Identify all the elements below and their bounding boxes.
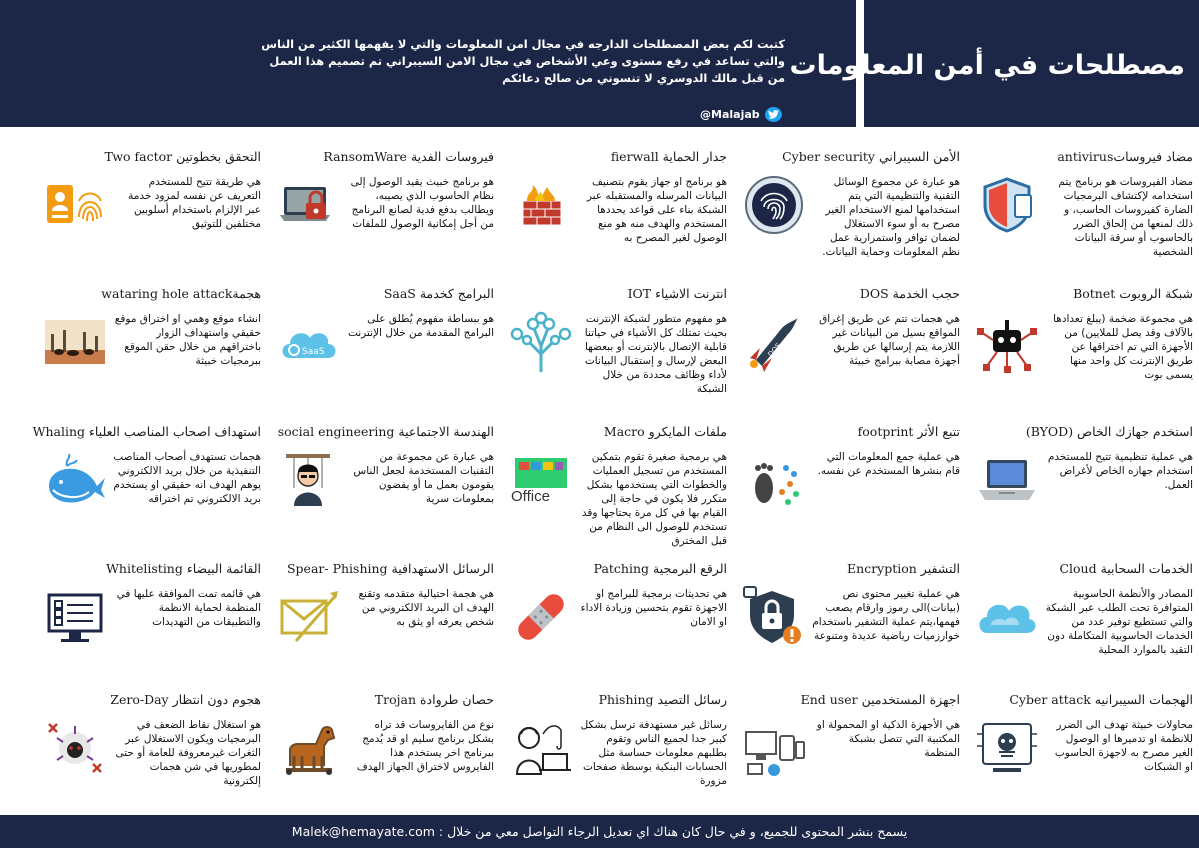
term-title: الرسائل الاستهدافية Spear- Phishing: [286, 561, 494, 576]
term-description: هو برنامج او جهاز يقوم بتصنيف البيانات المرسله والمستقبله عبر الشبكة بناء على قواعد يحددها المستخدم والهدف منه هو منع الوصول لغير المصرح به: [586, 176, 727, 244]
term-description: هو عبارة عن مجموع الوسائل التقنية والتنظيمية التي يتم استخدامها لمنع الاستخدام الغير مصرح به أو سوء الاستغلال لضمان توافر واستمرارية عمل نظم المعلومات وحماية البيانات.: [822, 176, 960, 258]
term-description: هي عملية تغيير محتوى نص (بيانات)الى رموز وارقام يصعب فهمها،يتم عملية التشفير باستخدام خوارزميات رياضية عديدة ومتنوعة: [812, 588, 960, 642]
intro-line: والتي تساعد في رفع مستوى وعي الأشخاص في مجال الامن السيبراني تم تصميم هذا العمل: [269, 54, 785, 68]
term-card: [35, 270, 267, 400]
term-card: [35, 133, 267, 263]
term-description: هي هجمة احتيالية متقدمه وتقنع الهدف ان البريد الالكتروني من شخص يعرفه او يثق به: [358, 588, 494, 628]
term-description: هي عبارة عن مجموعة من التقنيات المستخدمة لجعل الناس يقومون بعمل ما أو يفضون بمعلومات سرية: [353, 451, 494, 505]
whitelist-icon: [43, 585, 107, 649]
puppet-icon: [276, 448, 340, 512]
term-title: رسائل التصيد Phishing: [598, 692, 727, 707]
term-description: نوع من الفايروسات قد تراه بشكل برنامج سليم او قد يُدمج ببرنامج اخر يستخدم هذا الفايروس لاختراق الجهاز الهدف: [356, 719, 494, 773]
term-title: هجمةwataring hole attack: [101, 286, 261, 301]
term-card: [967, 133, 1199, 263]
spear-phishing-icon: [276, 585, 340, 649]
bandage-icon: [509, 585, 573, 649]
term-card: [501, 133, 733, 263]
term-description: هي عملية تنظيمية تتيح للمستخدم استخدام جهازه الخاص لأغراض العمل.: [1047, 451, 1193, 491]
term-card: [967, 270, 1199, 400]
term-card: [501, 545, 733, 675]
term-description: هو برنامج خبيث يقيد الوصول إلى نظام الحاسوب الذي يصيبه، ويطالب بدفع فدية لصانع البرنامج من أجل إمكانية الوصول للملفات: [350, 176, 494, 230]
term-description: هو استغلال نقاط الضعف في البرمجيات ويكون الاستغلال عبر الثغرات غيرمعروفة للعامة أو حتى لمطوريها في شن هجمات إلكترونية: [115, 719, 261, 787]
footer-contact-text: يسمح بنشر المحتوى للجميع، و في حال كان هناك اي تعديل الرجاء التواصل معي من خلال : Malek@hemayate.com: [291, 824, 908, 839]
term-card: [734, 133, 966, 263]
term-description: رسائل غير مستهدفة ترسل بشكل كبير جدا لجميع الناس وتقوم بطلبهم معلومات حساسة مثل الحسابات البنكية بوسطة صفحات مزورة: [580, 719, 727, 787]
zero-day-icon: [43, 716, 107, 780]
term-card: [734, 270, 966, 400]
term-description: هي مجموعة ضخمة (يبلغ تعدادها بالآلاف وقد يصل للملايين) من الأجهزة التي تم اختراقها عن طريق الإنترنت كل واحد منها يسمى بوت: [1053, 313, 1193, 381]
intro-text: [261, 36, 785, 87]
trojan-horse-icon: [276, 716, 340, 780]
term-title: التحقق بخطوتين Two factor: [104, 149, 261, 164]
twitter-handle[interactable]: [700, 107, 782, 122]
watering-hole-icon: [43, 310, 107, 374]
term-card: [268, 676, 500, 806]
term-title: اجهزة المستخدمين End user: [800, 692, 960, 707]
term-card: [501, 270, 733, 400]
svg-text:SaaS: SaaS: [302, 347, 325, 357]
term-title: شبكة الروبوت Botnet: [1073, 286, 1193, 301]
term-card: [501, 676, 733, 806]
two-factor-icon: [43, 173, 107, 237]
term-title: انترنت الاشياء IOT: [627, 286, 727, 301]
term-title: استخدم جهازك الخاص (BYOD): [1025, 424, 1193, 439]
footprint-icon: [742, 448, 806, 512]
term-title: الأمن السيبراني Cyber security: [782, 149, 960, 164]
footer-bar: [0, 815, 1199, 848]
term-description: هو ببساطة مفهوم يُطلق على البرامج المقدمة من خلال الإنترنت: [347, 313, 494, 339]
laptop-icon: [975, 448, 1039, 512]
term-description: هي الأجهزة الذكية او المحمولة او المكتبية التي تتصل بشبكة المنظمة: [816, 719, 960, 759]
term-description: المصادر والأنظمة الحاسوبية المتوافرة تحت الطلب عبر الشبكة والتي تستطيع توفير عدد من الخدمات الحاسوبية المتكاملة دون التقيد بالموارد المحلية: [1045, 588, 1193, 656]
term-title: هجوم دون انتظار Zero-Day: [110, 692, 261, 707]
whale-icon: [43, 448, 107, 512]
firewall-icon: [509, 173, 573, 237]
term-description: انشاء موقع وهمي او اختراق موقع حقيقي واستهداف الزوار باختراقهم من خلال حقن الموقع ببرمجيات خبيثة: [114, 313, 261, 367]
term-description: هي تحديثات برمجية للبرامج او الاجهزة تقوم بتحسين وزيادة الاداء او الامان: [580, 588, 727, 628]
svg-text:DOS: DOS: [766, 341, 783, 359]
term-description: مضاد الفيروسات هو برنامج يتم استخدامه لإكتشاف البرمجيات الضارة كفيروسات الحاسب، و ذلك لمنعها من إلحاق الضرر بالحاسوب أو سرقة البيانات الشخصية: [1058, 176, 1193, 258]
term-card: [501, 408, 733, 547]
term-title: الهجمات السيبرانيه Cyber attack: [1009, 692, 1193, 707]
twitter-bird-icon: [765, 107, 782, 122]
term-card: [967, 408, 1199, 538]
term-card: [734, 676, 966, 806]
term-description: هي قائمه تمت الموافقة عليها في المنظمة لحماية الانظمة والتطبيقات من التهديدات: [116, 588, 261, 628]
term-title: الرقع البرمجية Patching: [593, 561, 727, 576]
term-title: جدار الحماية fierwall: [610, 149, 727, 164]
term-title: فيروسات الفدية RansomWare: [323, 149, 494, 164]
page-title: مصطلحات في أمن المعلومات: [789, 50, 1185, 81]
intro-line: كتبت لكم بعض المصطلحات الدارجه في مجال امن المعلومات والتي لا يفهمها الكثير من الناس: [261, 37, 785, 51]
tree-network-icon: [509, 310, 573, 374]
term-title: ملفات المايكرو Macro: [603, 424, 727, 439]
term-title: القائمة البيضاء Whitelisting: [106, 561, 261, 576]
phishing-icon: [509, 716, 573, 780]
intro-line: من قبل مالك الدوسري لا تنسوني من صالح دعائكم: [502, 71, 785, 85]
term-card: [734, 408, 966, 538]
encryption-icon: [742, 585, 806, 649]
term-card: [35, 676, 267, 806]
office-icon: [509, 448, 573, 512]
cloud-saas-icon: [276, 310, 340, 374]
term-card: [967, 676, 1199, 806]
term-title: حجب الخدمة DOS: [859, 286, 960, 301]
shield-icon: [975, 173, 1039, 237]
term-card: [32, 408, 267, 538]
term-description: هي طريقة تتيح للمستخدم التعريف عن نفسه لمزود خدمة عبر الإلزام باستخدام أسلوبين مختلفين للتوثيق: [128, 176, 261, 230]
term-title: مضاد فيروساتantivirus: [1057, 149, 1193, 164]
term-description: هي عملية جمع المعلومات التي قام بنشرها المستخدم عن نفسه.: [817, 451, 960, 477]
term-title: الهندسة الاجتماعية social engineering: [277, 424, 494, 439]
term-card: [967, 545, 1199, 675]
term-description: هي برمجية صغيرة تقوم بتمكين المستخدم من تسجيل العمليات والخطوات التي يستخدمها بشكل متكرر فلا يكون في حاجة إلى القيام بها في كل مرة يحتاجها وقد تستخدم للوصول الى النظام من قبل المخترق: [581, 451, 727, 547]
devices-icon: [742, 716, 806, 780]
ransomware-icon: [276, 173, 340, 237]
term-title: تتبع الأثر footprint: [857, 424, 960, 439]
term-title: الخدمات السحابية Cloud: [1059, 561, 1193, 576]
term-description: محاولات خبيثة تهدف الى الضرر للانظمة او تدميرها او الوصول الغير مصرح به لاجهزة الحاسوب او الشبكات: [1054, 719, 1193, 773]
term-description: هجمات تستهدف أصحاب المناصب التنفيذية من خلال بريد الالكتروني يوهم الهدف انه حقيقي او يستخدم بريد الالكتروني تم اختراقه: [113, 451, 261, 505]
term-card: [734, 545, 966, 675]
term-card: [268, 270, 500, 400]
cloud-icon: [975, 585, 1039, 649]
bot-icon: [975, 310, 1039, 374]
term-title: استهداف اصحاب المناصب العلياء Whaling: [32, 424, 261, 439]
office-icon-label: Office: [511, 488, 550, 505]
term-card: [268, 408, 500, 538]
term-description: هو مفهوم متطور لشبكة الإنترنت بحيث تمتلك كل الأشياء في حياتنا قابلية الإتصال بالإنترنت أو ببعضها البعض لإرسال و إستقبال البيانات لأداء وظائف محددة من خلال الشبكة: [584, 313, 727, 395]
term-card: [268, 133, 500, 263]
term-title: حصان طروادة Trojan: [374, 692, 494, 707]
rocket-icon: [742, 310, 806, 374]
term-title: التشفير Encryption: [847, 561, 960, 576]
term-description: هي هجمات تتم عن طريق إغراق المواقع بسيل من البيانات غير اللازمة يتم إرسالها عن طريق أجهزة مصابة ببرامج خبيثة: [819, 313, 960, 367]
fingerprint-icon: [742, 173, 806, 237]
term-card: [35, 545, 267, 675]
twitter-handle-text: @Malajab: [700, 108, 760, 121]
cyber-attack-icon: [975, 716, 1039, 780]
term-card: [268, 545, 500, 675]
term-title: البرامج كخدمة SaaS: [383, 286, 494, 301]
